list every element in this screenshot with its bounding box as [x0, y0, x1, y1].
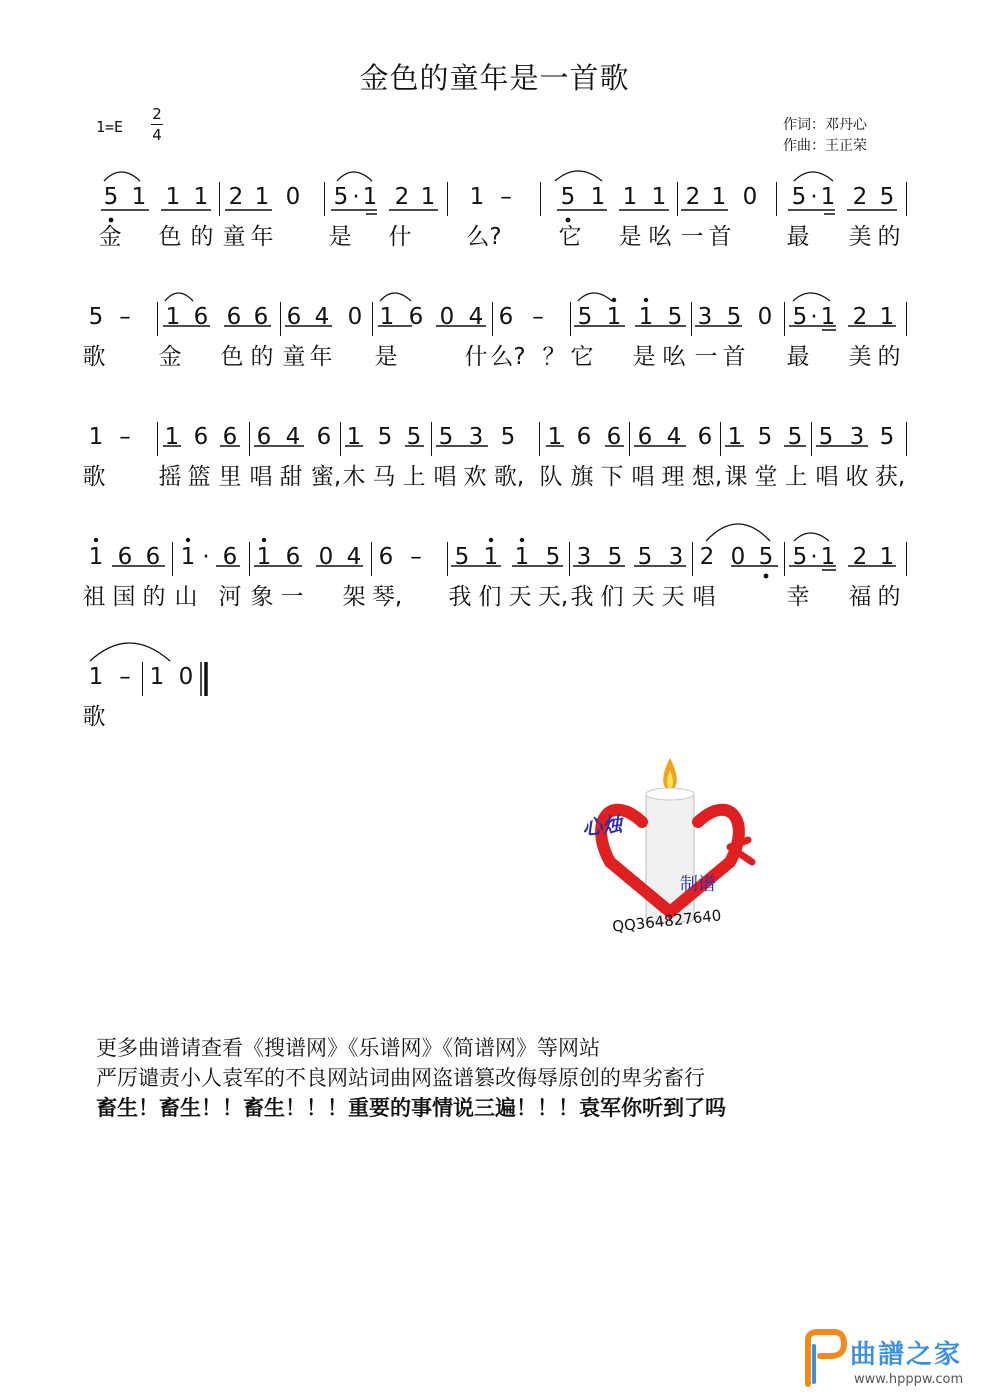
lyric: 最	[786, 224, 810, 250]
site-watermark	[800, 1326, 980, 1392]
lyric: 首	[722, 344, 746, 370]
lyric: 色	[220, 344, 244, 370]
barline	[157, 302, 158, 336]
lyric: 什	[388, 224, 412, 250]
key-signature: 1=E	[96, 118, 124, 136]
lyric: 美	[848, 344, 872, 370]
note: 1	[88, 424, 104, 450]
note: 5	[637, 544, 653, 570]
note: 3	[697, 304, 713, 330]
note: 5	[377, 424, 393, 450]
lyric: 么?	[490, 344, 526, 370]
barline	[691, 302, 692, 336]
time-signature-top: 2	[152, 105, 162, 123]
note: 1	[165, 304, 181, 330]
lyric: 课	[724, 464, 748, 490]
lyric: 的	[190, 224, 214, 250]
lyric: 首	[708, 224, 732, 250]
barline	[906, 302, 907, 336]
note: 5	[818, 424, 834, 450]
lyric: 歌	[82, 704, 106, 730]
lyric: 唱	[815, 464, 839, 490]
note: 6	[637, 424, 653, 450]
lyric: ？	[542, 344, 566, 370]
logo-text-zhipu: 制谱	[680, 874, 716, 895]
note: 5	[545, 544, 561, 570]
lyric: 天	[631, 584, 655, 610]
dash: –	[119, 664, 131, 690]
lyric: 祖	[82, 584, 106, 610]
note: 5	[792, 544, 808, 570]
lyric: 们	[478, 584, 502, 610]
lyric: 童	[282, 344, 306, 370]
lyric: 一	[694, 344, 718, 370]
lyric: 一	[280, 584, 304, 610]
barline	[570, 302, 571, 336]
lyric: 的	[142, 584, 166, 610]
lyric: 想,	[691, 464, 723, 490]
barline	[142, 662, 143, 696]
lyric: 上	[402, 464, 426, 490]
note: 1	[590, 184, 606, 210]
lyric: 我	[570, 584, 594, 610]
score-row-3	[0, 416, 989, 536]
lyric: 我	[448, 584, 472, 610]
barline	[906, 542, 907, 576]
note: 6	[222, 424, 238, 450]
page-title: 金色的童年是一首歌	[359, 61, 630, 95]
time-signature-bottom: 4	[152, 126, 162, 144]
note: 0	[439, 304, 455, 330]
note: 0	[347, 304, 363, 330]
footer-line-3: 畜生！畜生！！畜生！！！重要的事情说三遍！！！袁军你听到了吗	[96, 1096, 726, 1120]
note: 2	[699, 544, 715, 570]
lyric: 里	[218, 464, 242, 490]
candle-heart-icon	[580, 752, 780, 932]
lyric: 歌	[82, 464, 106, 490]
note: 5	[500, 424, 516, 450]
note: 1	[88, 544, 104, 570]
barline	[447, 182, 448, 216]
lyric: 队	[539, 464, 563, 490]
dash: –	[500, 184, 512, 210]
barline	[784, 542, 785, 576]
lyric: 歌,	[493, 464, 525, 490]
lyric: 最	[786, 344, 810, 370]
lyric: 童	[222, 224, 246, 250]
note: 1	[514, 544, 530, 570]
lyric: 下	[600, 464, 624, 490]
barline	[219, 182, 220, 216]
note: 6	[193, 424, 209, 450]
lyric: 它	[558, 224, 582, 250]
note: 1	[88, 664, 104, 690]
note: 0	[178, 664, 194, 690]
note: 6	[576, 424, 592, 450]
lyric: 堂	[754, 464, 778, 490]
note: 1	[346, 424, 362, 450]
lyric: 唱	[433, 464, 457, 490]
barline	[371, 542, 372, 576]
lyric: 天	[661, 584, 685, 610]
note: 5	[103, 184, 119, 210]
note: 2	[394, 184, 410, 210]
lyric: 获,	[874, 464, 906, 490]
score-row-2	[0, 296, 989, 416]
lyric: 么?	[466, 224, 502, 250]
note: 1	[547, 424, 563, 450]
lyric: 是	[374, 344, 398, 370]
lyric: 蜜,	[310, 464, 342, 490]
lyric: 金	[158, 344, 182, 370]
note: 1	[149, 664, 165, 690]
note: 6	[606, 424, 622, 450]
barline	[372, 302, 373, 336]
lyric: 唱	[631, 464, 655, 490]
lyric: 们	[600, 584, 624, 610]
barline	[249, 422, 250, 456]
lyric: 美	[848, 224, 872, 250]
lyric: 篮	[187, 464, 211, 490]
note: 6	[226, 304, 242, 330]
lyric: 它	[570, 344, 594, 370]
note: 1	[820, 184, 836, 210]
note: 5	[333, 184, 349, 210]
logo-text-xinzhu: 心烛	[581, 811, 624, 841]
note: 5	[607, 544, 623, 570]
barline	[784, 302, 785, 336]
barline	[492, 302, 493, 336]
note: 3	[668, 544, 684, 570]
barline	[280, 302, 281, 336]
note: 5	[560, 184, 576, 210]
note: 6	[253, 304, 269, 330]
dot: ·	[202, 544, 210, 570]
note: 1	[711, 184, 727, 210]
site-logo-icon	[800, 1326, 850, 1390]
logo-qq: QQ364827640	[611, 906, 723, 936]
note: 1	[256, 544, 272, 570]
lyric: 的	[877, 344, 901, 370]
note: 6	[145, 544, 161, 570]
lyric: 唱	[692, 584, 716, 610]
note: 4	[468, 304, 484, 330]
lyric: 歌	[82, 344, 106, 370]
note: 1	[180, 544, 196, 570]
lyric: 年	[309, 344, 333, 370]
barline	[906, 422, 907, 456]
lyric: 福	[848, 584, 872, 610]
note: 5	[726, 304, 742, 330]
score-row-1	[0, 176, 989, 296]
note: 4	[285, 424, 301, 450]
note: 2	[852, 544, 868, 570]
note: 5	[792, 304, 808, 330]
note: 0	[318, 544, 334, 570]
note: 5	[88, 304, 104, 330]
dash: –	[119, 304, 131, 330]
note: 1	[131, 184, 147, 210]
barline	[720, 422, 721, 456]
note: 2	[852, 304, 868, 330]
note: 6	[408, 304, 424, 330]
barline	[677, 182, 678, 216]
dash: –	[410, 544, 422, 570]
lyric: 木	[342, 464, 366, 490]
lyric: 收	[845, 464, 869, 490]
lyric: 山	[174, 584, 198, 610]
note: 5	[879, 184, 895, 210]
lyric: 的	[250, 344, 274, 370]
barline	[539, 422, 540, 456]
note: 5	[757, 424, 773, 450]
lyric: 天,	[537, 584, 569, 610]
time-signature	[150, 104, 164, 145]
lyric: 理	[661, 464, 685, 490]
site-name: 曲譜之家	[850, 1340, 963, 1370]
note: 1	[638, 304, 654, 330]
barline	[776, 182, 777, 216]
note: 1	[193, 184, 209, 210]
note: 1	[879, 544, 895, 570]
lyric: 摇	[158, 464, 182, 490]
note: 1	[820, 304, 836, 330]
note: 6	[256, 424, 272, 450]
lyric: 上	[784, 464, 808, 490]
note: 1	[651, 184, 667, 210]
lyric: 是	[632, 344, 656, 370]
note: 6	[697, 424, 713, 450]
note: 1	[164, 424, 180, 450]
dot: ·	[810, 184, 818, 210]
footer-line-1: 更多曲谱请查看《搜谱网》《乐谱网》《简谱网》等网站	[96, 1036, 600, 1060]
note: 5	[667, 304, 683, 330]
dot: ·	[352, 184, 360, 210]
lyric: 是	[618, 224, 642, 250]
barline	[811, 422, 812, 456]
note: 4	[346, 544, 362, 570]
note: 1	[606, 304, 622, 330]
lyric: 一	[680, 224, 704, 250]
note: 5	[454, 544, 470, 570]
note: 1	[420, 184, 436, 210]
lyric: 天	[508, 584, 532, 610]
lyric: 吆	[662, 344, 686, 370]
note: 1	[879, 304, 895, 330]
note: 6	[285, 544, 301, 570]
lyric: 琴,	[371, 584, 403, 610]
note: 6	[193, 304, 209, 330]
lyric: 金	[98, 224, 122, 250]
lyric: 象	[250, 584, 274, 610]
note: 6	[498, 304, 514, 330]
note: 4	[666, 424, 682, 450]
note: 6	[316, 424, 332, 450]
note: 5	[438, 424, 454, 450]
lyric: 架	[342, 584, 366, 610]
lyric: 旗	[570, 464, 594, 490]
lyric: 唱	[249, 464, 273, 490]
lyric: 河	[218, 584, 242, 610]
note: 1	[727, 424, 743, 450]
note: 1	[469, 184, 485, 210]
lyric: 的	[877, 584, 901, 610]
note: 6	[222, 544, 238, 570]
footer-line-2: 严厉谴责小人袁军的不良网站词曲网盗谱篡改侮辱原创的卑劣畜行	[96, 1066, 705, 1090]
lyric: 欢	[463, 464, 487, 490]
lyric: 是	[328, 224, 352, 250]
barline	[157, 422, 158, 456]
note: 5	[758, 544, 774, 570]
note: 1	[483, 544, 499, 570]
note: 5	[787, 424, 803, 450]
barline	[172, 542, 173, 576]
barline	[340, 422, 341, 456]
note: 0	[742, 184, 758, 210]
score-row-5	[0, 656, 989, 776]
note: 2	[685, 184, 701, 210]
site-url: www.hpppw.com	[854, 1372, 964, 1387]
note: 0	[285, 184, 301, 210]
note: 6	[117, 544, 133, 570]
barline	[324, 182, 325, 216]
note: 0	[730, 544, 746, 570]
dot: ·	[810, 544, 818, 570]
lyric: 甜	[279, 464, 303, 490]
barline	[629, 422, 630, 456]
barline	[569, 542, 570, 576]
lyric: 的	[877, 224, 901, 250]
note: 5	[791, 184, 807, 210]
lyric: 年	[250, 224, 274, 250]
composer-credit: 作曲：王正荣	[783, 138, 867, 154]
barline	[540, 182, 541, 216]
lyric: 色	[158, 224, 182, 250]
lyric: 幸	[786, 584, 810, 610]
barline	[447, 542, 448, 576]
note: 1	[622, 184, 638, 210]
lyricist-credit: 作词：邓丹心	[783, 117, 867, 133]
barline	[249, 542, 250, 576]
note: 2	[852, 184, 868, 210]
note: 4	[314, 304, 330, 330]
note: 6	[286, 304, 302, 330]
note: 0	[757, 304, 773, 330]
dash: –	[119, 424, 131, 450]
note: 1	[254, 184, 270, 210]
note: 5	[406, 424, 422, 450]
dash: –	[532, 304, 544, 330]
note: 2	[228, 184, 244, 210]
barline	[431, 422, 432, 456]
barline	[692, 542, 693, 576]
note: 3	[576, 544, 592, 570]
lyric: 吆	[648, 224, 672, 250]
lyric: 什	[464, 344, 488, 370]
score-row-4	[0, 536, 989, 656]
note: 1	[165, 184, 181, 210]
note: 1	[362, 184, 378, 210]
note: 5	[879, 424, 895, 450]
note: 3	[468, 424, 484, 450]
barline	[906, 182, 907, 216]
dot: ·	[810, 304, 818, 330]
note: 1	[379, 304, 395, 330]
lyric: 马	[372, 464, 396, 490]
candle-heart-logo	[580, 752, 780, 936]
note: 5	[577, 304, 593, 330]
note: 6	[378, 544, 394, 570]
note: 1	[820, 544, 836, 570]
lyric: 国	[112, 584, 136, 610]
note: 3	[849, 424, 865, 450]
